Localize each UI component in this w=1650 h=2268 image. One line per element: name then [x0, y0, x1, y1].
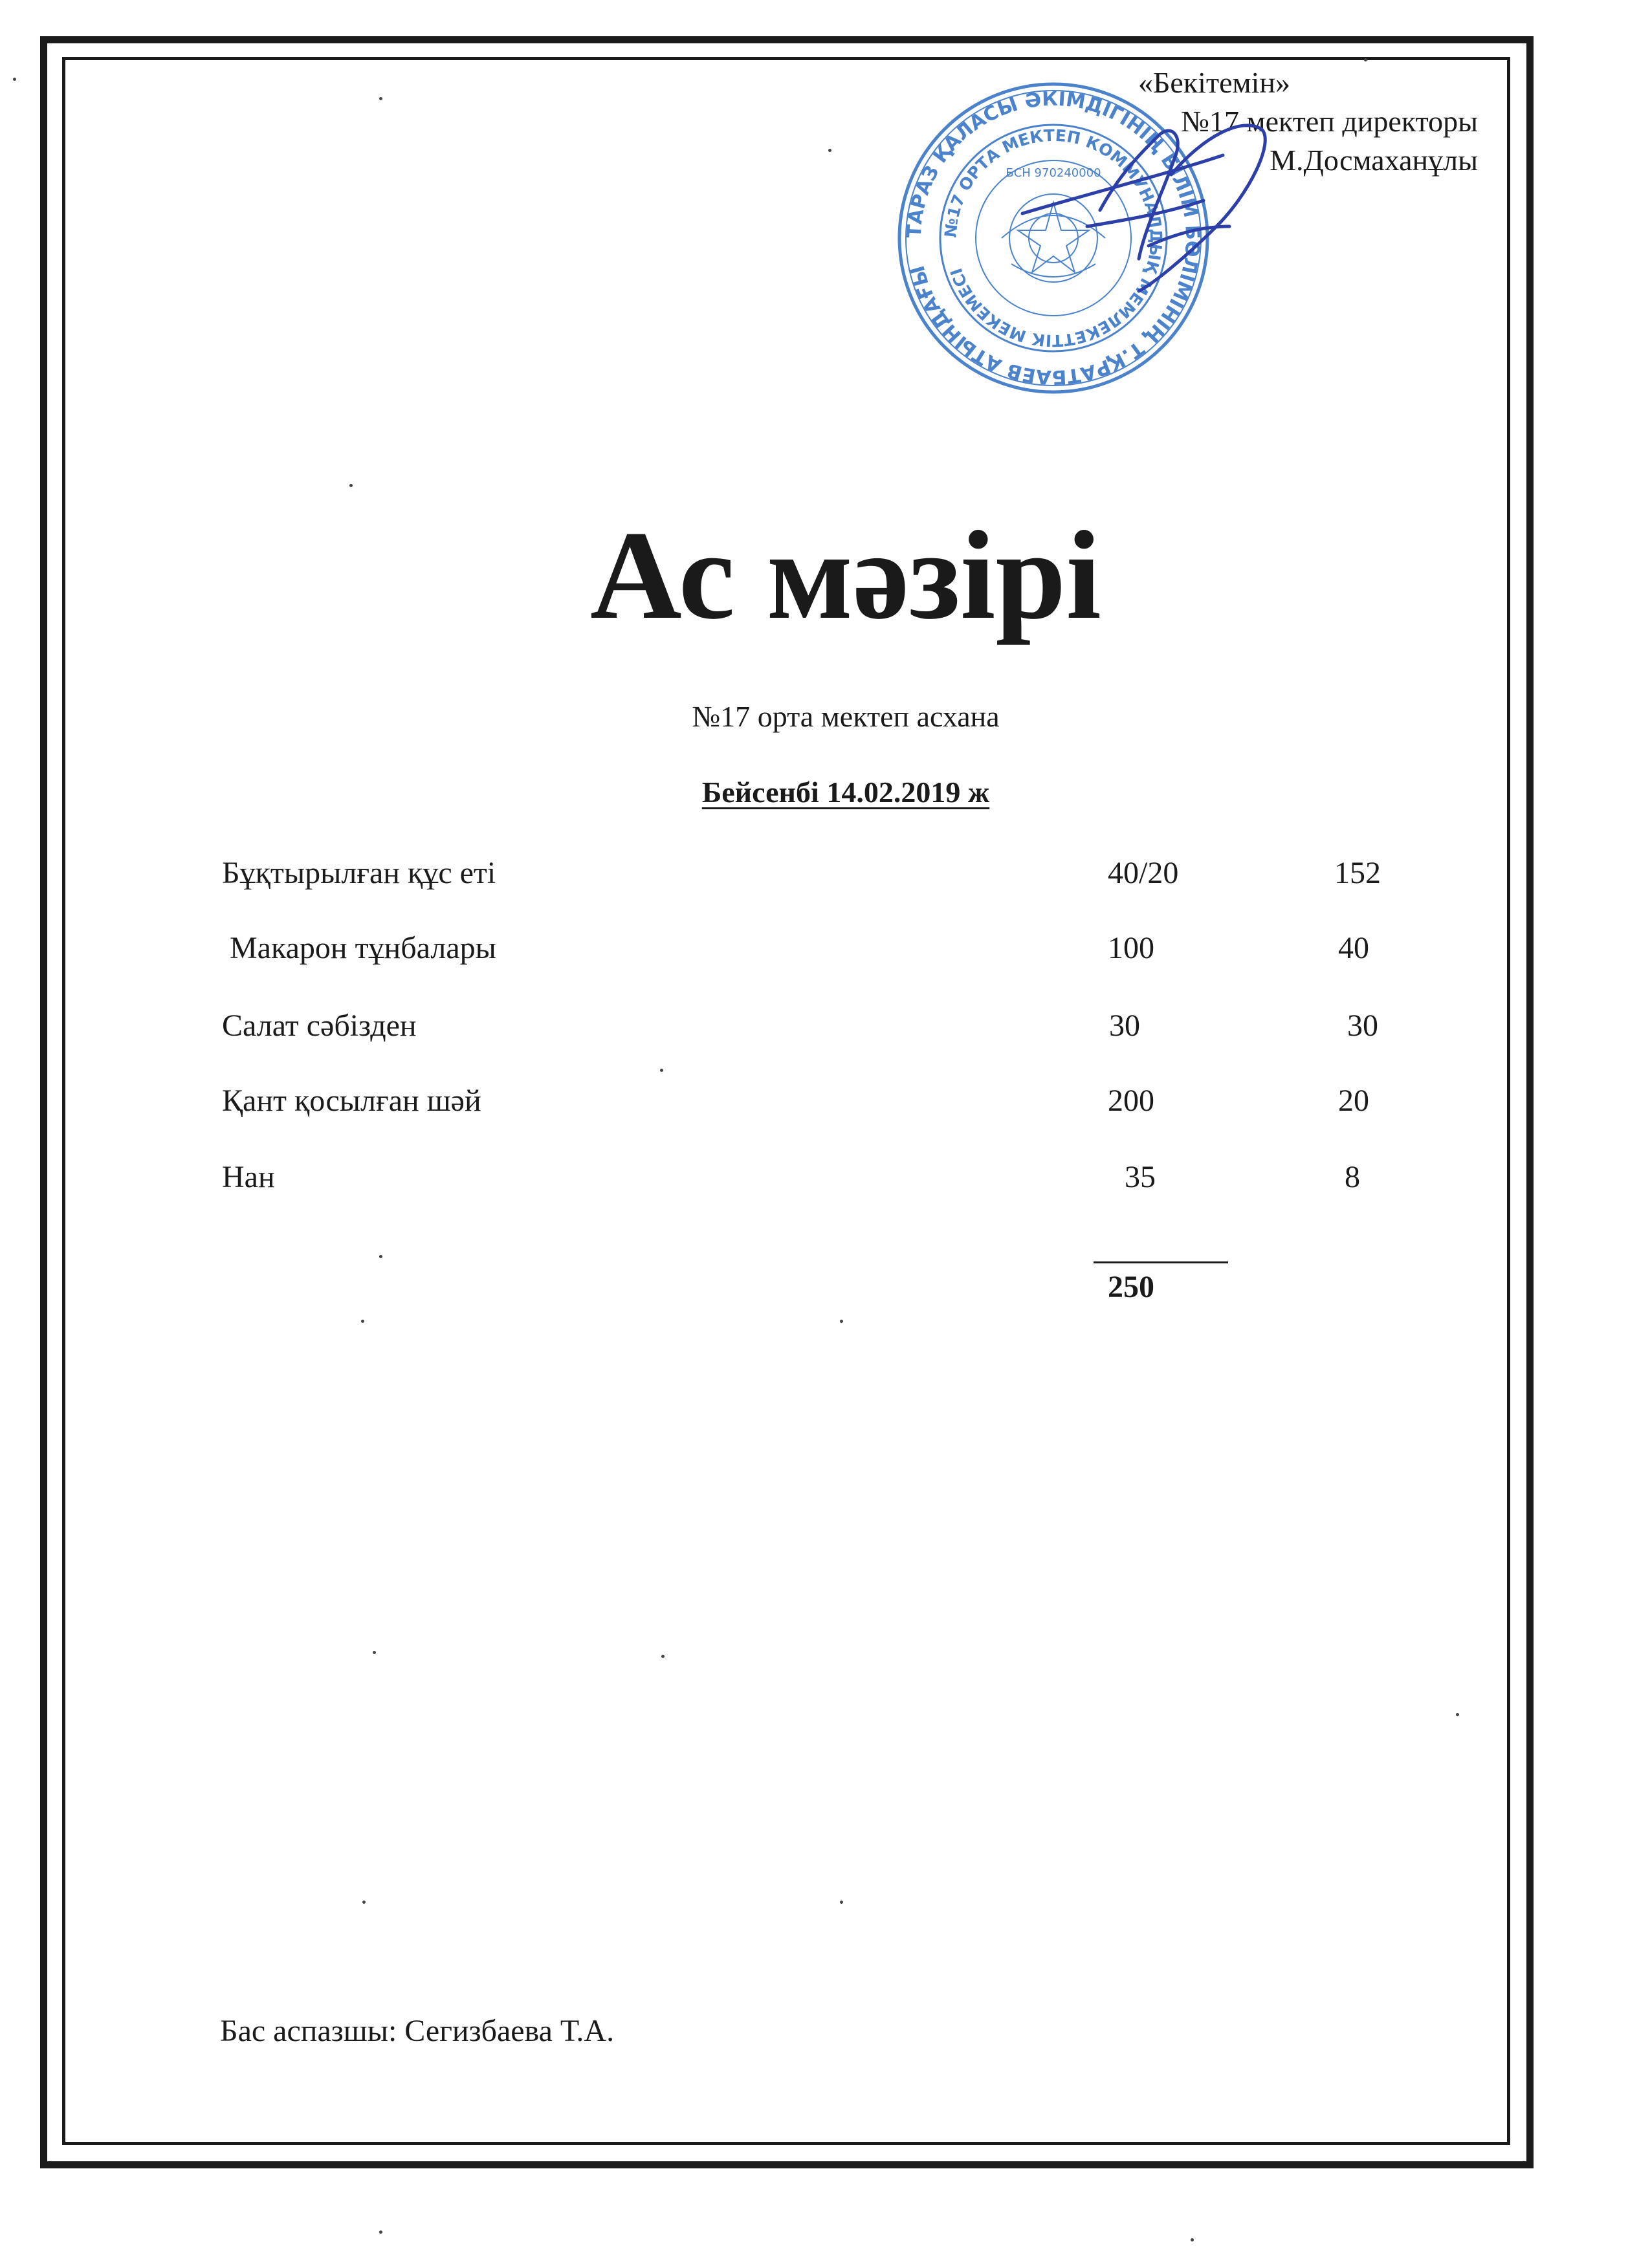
menu-portion: 35	[1125, 1160, 1156, 1194]
menu-dish: Нан	[222, 1160, 275, 1194]
menu-kcal: 152	[1334, 856, 1381, 890]
menu-row	[0, 929, 1650, 968]
seal-inner-text: №17 ОРТА МЕКТЕП КОММУНАЛДЫҚ МЕМЛЕКЕТТІК МЕКЕМЕСІ	[941, 125, 1166, 351]
scan-speck	[379, 97, 382, 100]
menu-row	[0, 854, 1650, 893]
scan-speck	[661, 1655, 665, 1658]
menu-date-text: Бейсенбі 14.02.2019 ж	[701, 776, 990, 809]
menu-portion: 40/20	[1108, 856, 1179, 890]
menu-row	[0, 1082, 1650, 1120]
scan-speck	[362, 1901, 366, 1904]
director-signature	[1009, 97, 1281, 317]
scan-speck	[840, 1901, 843, 1904]
scan-speck	[1364, 58, 1367, 61]
portion-total: 250	[1108, 1270, 1154, 1304]
scan-speck	[1456, 1713, 1459, 1716]
scan-speck	[361, 1320, 364, 1323]
seal-bin-text: БСН 970240000	[1006, 166, 1101, 180]
menu-portion: 100	[1108, 931, 1154, 965]
scan-speck	[379, 1255, 382, 1258]
menu-date	[0, 773, 1650, 812]
menu-dish: Қант қосылған шәй	[222, 1084, 481, 1118]
scan-speck	[13, 78, 16, 81]
menu-row	[0, 1158, 1650, 1197]
menu-dish: Макарон тұнбалары	[230, 931, 496, 965]
menu-row	[0, 1007, 1650, 1045]
menu-kcal: 40	[1338, 931, 1369, 965]
menu-portion: 200	[1108, 1084, 1154, 1118]
seal-outer-text: ТАРАЗ ҚАЛАСЫ ӘКІМДІГІНІҢ БІЛІМ БӨЛІМІНІҢ Т.ҚРАТБАЕВ АТЫНДАҒЫ	[903, 87, 1204, 389]
scan-speck	[373, 1651, 376, 1654]
head-chef-signoff: Бас аспазшы: Сегизбаева Т.А.	[220, 2014, 615, 2048]
menu-kcal: 8	[1345, 1160, 1360, 1194]
scan-speck	[828, 149, 831, 152]
scan-speck	[379, 2230, 382, 2234]
menu-kcal: 30	[1347, 1009, 1378, 1043]
scan-speck	[1191, 2238, 1194, 2241]
scan-speck	[840, 1320, 843, 1323]
canteen-subtitle: №17 орта мектеп асхана	[692, 700, 1000, 733]
menu-dish: Салат сәбізден	[222, 1009, 417, 1043]
scan-speck	[660, 1069, 663, 1072]
approval-position: №17 мектеп директоры	[1181, 105, 1478, 138]
page-title: Ас мәзірі	[590, 505, 1101, 646]
total-divider	[1094, 1261, 1228, 1263]
approval-title: «Бекітемін»	[1138, 66, 1290, 99]
menu-portion: 30	[1109, 1009, 1140, 1043]
approval-name: М.Досмаханұлы	[1270, 144, 1478, 177]
scan-speck	[349, 484, 353, 487]
menu-kcal: 20	[1338, 1084, 1369, 1118]
menu-dish: Бұқтырылған құс еті	[222, 856, 496, 890]
